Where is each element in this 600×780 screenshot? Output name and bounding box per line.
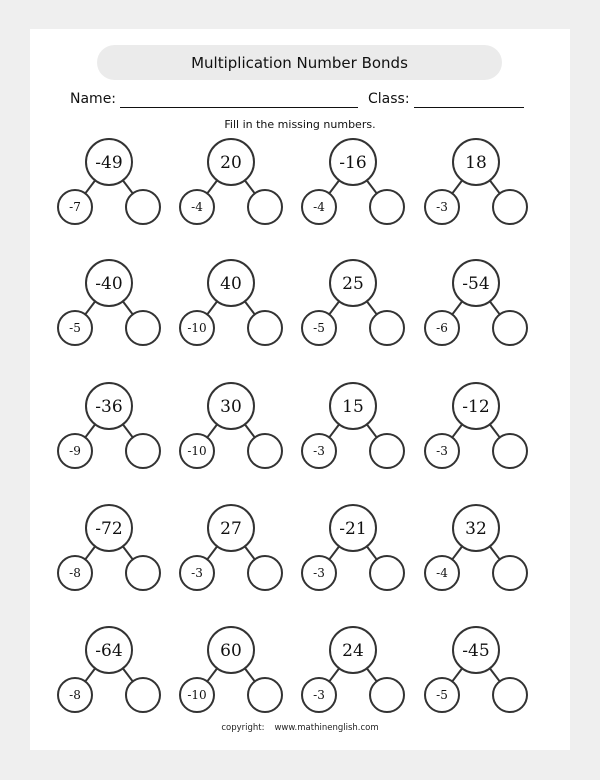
bond-line-right bbox=[367, 301, 377, 314]
bond-line-left bbox=[452, 180, 462, 193]
bond-answer-circle[interactable] bbox=[370, 556, 404, 590]
bond-top-number: -54 bbox=[462, 274, 490, 294]
number-bond bbox=[180, 627, 282, 712]
bond-answer-circle[interactable] bbox=[126, 678, 160, 712]
bond-answer-circle[interactable] bbox=[126, 190, 160, 224]
bond-line-left bbox=[207, 668, 217, 681]
bond-line-right bbox=[245, 424, 255, 437]
bond-top-number: 18 bbox=[465, 153, 487, 173]
worksheet bbox=[30, 29, 570, 750]
bond-top-number: 20 bbox=[220, 153, 242, 173]
bond-left-number: -5 bbox=[436, 688, 448, 702]
bond-answer-circle[interactable] bbox=[370, 311, 404, 345]
bond-line-right bbox=[245, 546, 255, 559]
bond-top-number: -21 bbox=[339, 519, 367, 539]
website-link[interactable]: www.mathinenglish.com bbox=[274, 723, 379, 733]
bond-answer-circle[interactable] bbox=[248, 678, 282, 712]
bond-line-left bbox=[329, 301, 339, 314]
bond-left-number: -6 bbox=[436, 321, 448, 335]
bond-line-left bbox=[452, 301, 462, 314]
bond-line-left bbox=[207, 301, 217, 314]
bond-left-number: -4 bbox=[313, 200, 325, 214]
bond-left-number: -8 bbox=[69, 688, 81, 702]
bond-left-number: -3 bbox=[313, 688, 325, 702]
bond-line-left bbox=[329, 668, 339, 681]
bond-line-left bbox=[329, 180, 339, 193]
number-bond bbox=[58, 505, 160, 590]
bond-left-number: -8 bbox=[69, 566, 81, 580]
number-bond bbox=[58, 627, 160, 712]
bond-line-right bbox=[490, 301, 500, 314]
bond-answer-circle[interactable] bbox=[126, 556, 160, 590]
class-label: Class: bbox=[368, 91, 410, 107]
bond-line-left bbox=[452, 546, 462, 559]
bond-top-number: 25 bbox=[342, 274, 364, 294]
bond-answer-circle[interactable] bbox=[493, 678, 527, 712]
bond-line-right bbox=[123, 424, 133, 437]
bond-left-number: -3 bbox=[191, 566, 203, 580]
bond-line-right bbox=[245, 180, 255, 193]
number-bond bbox=[180, 505, 282, 590]
bond-line-right bbox=[245, 668, 255, 681]
number-bond bbox=[302, 627, 404, 712]
number-bond bbox=[425, 627, 527, 712]
number-bond bbox=[180, 139, 282, 224]
bond-left-number: -4 bbox=[191, 200, 203, 214]
bond-line-left bbox=[207, 546, 217, 559]
bond-line-right bbox=[367, 546, 377, 559]
bond-answer-circle[interactable] bbox=[370, 678, 404, 712]
bond-left-number: -3 bbox=[313, 566, 325, 580]
number-bond bbox=[425, 505, 527, 590]
bond-left-number: -5 bbox=[69, 321, 81, 335]
bond-top-number: -45 bbox=[462, 641, 490, 661]
bond-line-left bbox=[85, 180, 95, 193]
bond-answer-circle[interactable] bbox=[370, 434, 404, 468]
bond-top-number: 60 bbox=[220, 641, 242, 661]
bond-answer-circle[interactable] bbox=[126, 311, 160, 345]
number-bond bbox=[425, 383, 527, 468]
bond-line-left bbox=[85, 424, 95, 437]
bond-top-number: -72 bbox=[95, 519, 123, 539]
bond-top-number: -12 bbox=[462, 397, 490, 417]
bond-answer-circle[interactable] bbox=[493, 190, 527, 224]
bond-answer-circle[interactable] bbox=[126, 434, 160, 468]
bond-line-right bbox=[367, 668, 377, 681]
number-bond bbox=[180, 383, 282, 468]
number-bond bbox=[425, 139, 527, 224]
bond-answer-circle[interactable] bbox=[493, 311, 527, 345]
title-text: Multiplication Number Bonds bbox=[191, 53, 408, 72]
bond-answer-circle[interactable] bbox=[248, 311, 282, 345]
bond-top-number: 27 bbox=[220, 519, 242, 539]
bond-left-number: -3 bbox=[436, 200, 448, 214]
bond-line-right bbox=[490, 424, 500, 437]
bond-line-left bbox=[85, 301, 95, 314]
bond-line-right bbox=[490, 180, 500, 193]
number-bond bbox=[302, 383, 404, 468]
bond-line-left bbox=[452, 424, 462, 437]
bond-top-number: -36 bbox=[95, 397, 123, 417]
bond-line-right bbox=[490, 546, 500, 559]
bond-line-right bbox=[123, 180, 133, 193]
bond-line-left bbox=[85, 668, 95, 681]
bond-top-number: -40 bbox=[95, 274, 123, 294]
bond-line-left bbox=[207, 424, 217, 437]
number-bond bbox=[302, 505, 404, 590]
bond-answer-circle[interactable] bbox=[493, 556, 527, 590]
bond-line-left bbox=[452, 668, 462, 681]
number-bonds-grid bbox=[30, 29, 570, 750]
number-bond bbox=[425, 260, 527, 345]
bond-line-left bbox=[85, 546, 95, 559]
number-bond bbox=[58, 260, 160, 345]
bond-answer-circle[interactable] bbox=[248, 190, 282, 224]
bond-top-number: 40 bbox=[220, 274, 242, 294]
number-bond bbox=[180, 260, 282, 345]
number-bond bbox=[302, 139, 404, 224]
bond-line-right bbox=[490, 668, 500, 681]
copyright-label: copyright: bbox=[221, 723, 265, 733]
bond-left-number: -3 bbox=[313, 444, 325, 458]
bond-top-number: -16 bbox=[339, 153, 367, 173]
bond-answer-circle[interactable] bbox=[370, 190, 404, 224]
bond-line-left bbox=[207, 180, 217, 193]
bond-left-number: -9 bbox=[69, 444, 81, 458]
bond-top-number: -64 bbox=[95, 641, 123, 661]
bond-answer-circle[interactable] bbox=[493, 434, 527, 468]
bond-line-left bbox=[329, 424, 339, 437]
bond-answer-circle[interactable] bbox=[248, 434, 282, 468]
number-bond bbox=[302, 260, 404, 345]
bond-left-number: -10 bbox=[187, 321, 207, 335]
bond-answer-circle[interactable] bbox=[248, 556, 282, 590]
bond-left-number: -5 bbox=[313, 321, 325, 335]
number-bond bbox=[58, 383, 160, 468]
bond-top-number: 24 bbox=[342, 641, 364, 661]
name-label: Name: bbox=[70, 91, 117, 107]
bond-left-number: -7 bbox=[69, 200, 81, 214]
footer bbox=[30, 723, 570, 733]
bond-line-right bbox=[123, 301, 133, 314]
instructions: Fill in the missing numbers. bbox=[224, 118, 376, 131]
bond-line-left bbox=[329, 546, 339, 559]
bond-left-number: -3 bbox=[436, 444, 448, 458]
bond-line-right bbox=[123, 668, 133, 681]
bond-top-number: 15 bbox=[342, 397, 364, 417]
bond-left-number: -10 bbox=[187, 688, 207, 702]
bond-left-number: -4 bbox=[436, 566, 448, 580]
bond-line-right bbox=[245, 301, 255, 314]
bond-line-right bbox=[123, 546, 133, 559]
bond-top-number: 30 bbox=[220, 397, 242, 417]
bond-line-right bbox=[367, 180, 377, 193]
bond-top-number: -49 bbox=[95, 153, 123, 173]
bond-line-right bbox=[367, 424, 377, 437]
bond-top-number: 32 bbox=[465, 519, 487, 539]
number-bond bbox=[58, 139, 160, 224]
bond-left-number: -10 bbox=[187, 444, 207, 458]
